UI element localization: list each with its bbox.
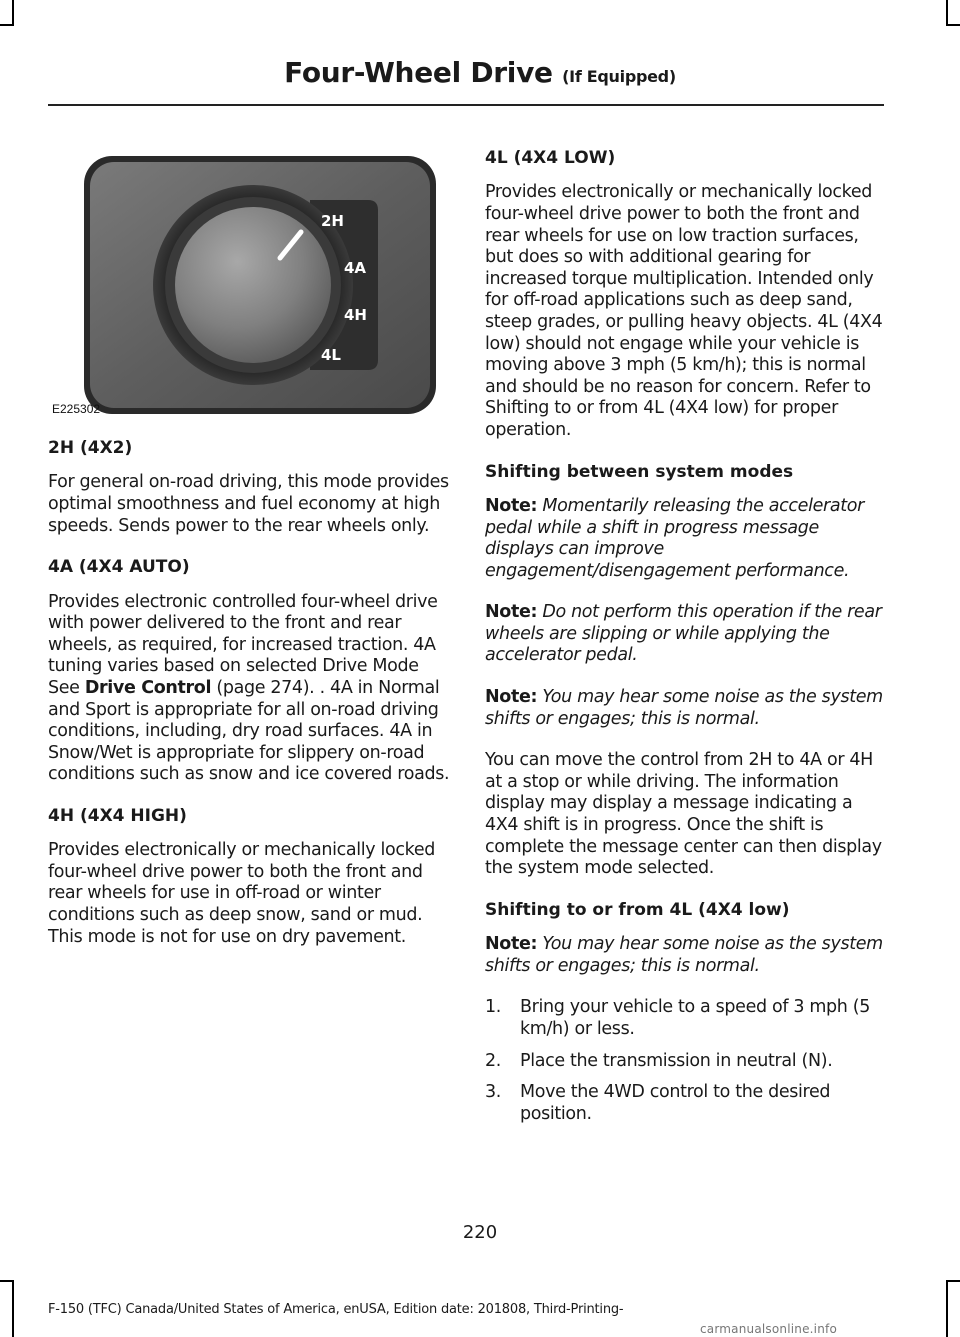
note-1-text: Momentarily releasing the accelerator pedal while a shift in progress message displays can improve engagement/disengagement performance. [485, 495, 864, 581]
heading-2h: 2H (4X2) [48, 438, 133, 458]
paragraph-4a [48, 592, 450, 786]
step-number: 1. [485, 997, 501, 1018]
4wd-control-figure [48, 148, 450, 420]
figure-id: E225302 [52, 402, 101, 416]
note-label: Note: [485, 602, 538, 623]
heading-shifting-modes: Shifting between system modes [485, 461, 794, 482]
note-3 [485, 687, 885, 730]
dial-label-4l: 4L [321, 346, 341, 364]
step-number: 3. [485, 1082, 501, 1103]
watermark: carmanualsonline.info [700, 1322, 837, 1336]
right-column [485, 148, 885, 1135]
crop-mark-top-left-h [0, 24, 14, 26]
note-1 [485, 496, 885, 582]
heading-4l: 4L (4X4 LOW) [485, 148, 616, 168]
note-4 [485, 934, 885, 977]
header-rule [48, 104, 884, 106]
note-3-text: You may hear some noise as the system shifts or engages; this is normal. [485, 687, 883, 729]
list-item [485, 1051, 885, 1073]
4wd-dial-illustration [48, 148, 450, 420]
crop-mark-bottom-right [946, 1280, 948, 1337]
note-label: Note: [485, 495, 538, 516]
shift-steps-list [485, 997, 885, 1125]
note-4-text: You may hear some noise as the system shifts or engages; this is normal. [485, 934, 883, 976]
paragraph-4a-post: (page 274). . 4A in Normal and Sport is appropriate for all on-road driving conditions, including, dry road surfaces. 4A in Snow/Wet is appropriate for slippery on-road conditions such as snow and ice covered roads. [48, 677, 450, 785]
crop-mark-top-left [12, 0, 14, 26]
paragraph-move-control: You can move the control from 2H to 4A or 4H at a stop or while driving. The information display may display a message indicating a 4X4 shift is in progress. Once the shift is complete the message center can then display the system mode selected. [485, 750, 882, 879]
step-text: Place the transmission in neutral (N). [520, 1050, 833, 1071]
page-number: 220 [462, 1222, 498, 1243]
page-title-subtitle: (If Equipped) [562, 67, 676, 86]
dial-label-2h: 2H [321, 212, 344, 230]
dial-label-4a: 4A [344, 259, 367, 277]
paragraph-4l: Provides electronically or mechanically locked four-wheel drive power to both the front and rear wheels for use on low traction surfaces, but does so with additional gearing for increased torque multiplication. Intended only for off-road applications such as deep sand, steep grades, or pulling heavy objects. 4L (4X4 low) should not engage while your vehicle is moving above 3 mph (5 km/h); this is normal and should be no reason for concern. Refer to Shifting to or from 4L (4X4 low) for proper operation. [485, 182, 883, 440]
crop-mark-bottom-left-h [0, 1280, 14, 1282]
footer-edition: F-150 (TFC) Canada/United States of America, enUSA, Edition date: 201808, Third-Printing- [48, 1302, 624, 1317]
crop-mark-top-right-h [946, 24, 960, 26]
note-label: Note: [485, 934, 538, 955]
crop-mark-top-right [946, 0, 948, 26]
page-title [0, 56, 960, 89]
paragraph-4a-pre: Provides electronic controlled four-wheel drive with power delivered to the front and rear wheels, as required, for increased traction. 4A tuning varies based on selected Drive Mode See [48, 591, 438, 698]
step-text: Bring your vehicle to a speed of 3 mph (5 km/h) or less. [520, 997, 871, 1039]
note-2 [485, 602, 885, 667]
left-column [48, 148, 450, 968]
heading-4a: 4A (4X4 AUTO) [48, 557, 190, 578]
crop-mark-bottom-right-h [946, 1280, 960, 1282]
paragraph-2h: For general on-road driving, this mode provides optimal smoothness and fuel economy at high speeds. Sends power to the rear wheels only. [48, 472, 449, 536]
selector-knob [175, 207, 331, 363]
crop-mark-bottom-left [12, 1280, 14, 1337]
note-2-text: Do not perform this operation if the rear wheels are slipping or while applying the accelerator pedal. [485, 602, 882, 666]
step-number: 2. [485, 1050, 501, 1071]
page-title-main: Four-Wheel Drive [284, 56, 553, 89]
list-item [485, 1082, 885, 1125]
note-label: Note: [485, 687, 538, 708]
step-text: Move the 4WD control to the desired position. [520, 1082, 831, 1124]
list-item [485, 997, 885, 1040]
dial-label-4h: 4H [344, 306, 367, 324]
drive-control-link[interactable]: Drive Control [84, 677, 212, 698]
heading-shifting-4l: Shifting to or from 4L (4X4 low) [485, 899, 790, 920]
paragraph-4h: Provides electronically or mechanically locked four-wheel drive power to both the front and rear wheels for use in off-road or winter conditions such as deep snow, sand or mud. This mode is not for use on dry pavement. [48, 840, 436, 947]
heading-4h: 4H (4X4 HIGH) [48, 805, 187, 826]
